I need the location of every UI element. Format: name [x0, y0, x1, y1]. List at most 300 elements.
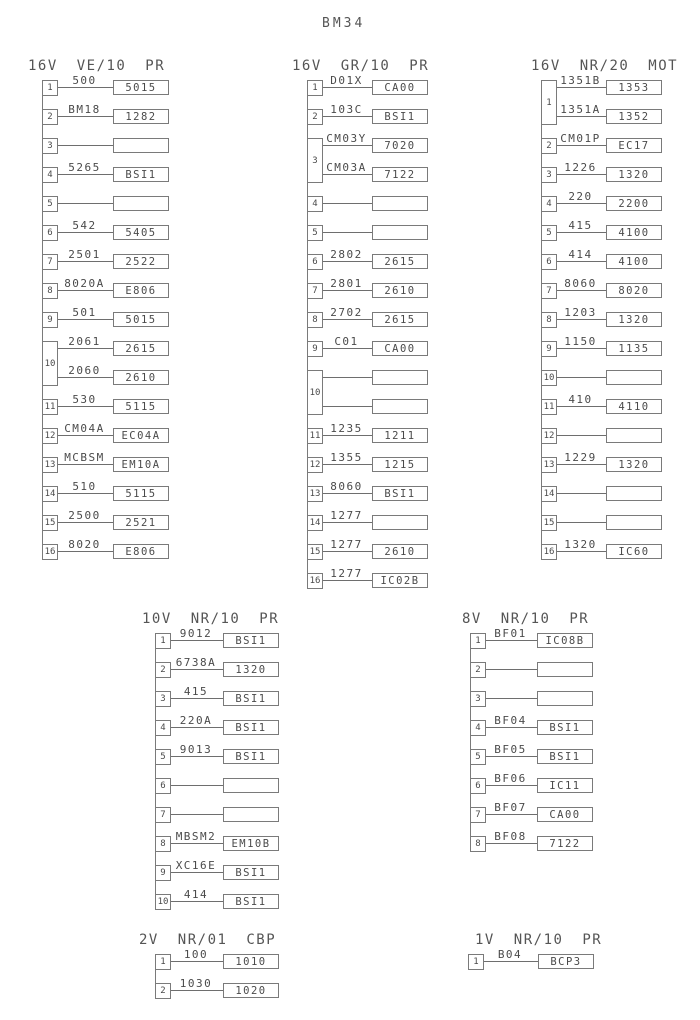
destination-box: 1135 [606, 341, 662, 356]
wire-label: 9012 [179, 627, 213, 640]
pin-number-box: 6 [541, 254, 557, 270]
pin-number-box: 6 [470, 778, 486, 794]
wire-label: 1277 [330, 509, 363, 522]
pin-number-box: 4 [541, 196, 557, 212]
wire-label: 1320 [564, 538, 597, 551]
destination-box [372, 196, 428, 211]
wire-label: 414 [568, 248, 593, 261]
wire-label: 220A [179, 714, 213, 727]
pin-number-box: 13 [42, 457, 58, 473]
destination-box: BSI1 [223, 633, 279, 648]
connector-header: 16V GR/10 PR [292, 58, 430, 74]
wire-label: BF07 [494, 801, 527, 814]
pin-number-box: 3 [307, 138, 323, 183]
destination-box: 2610 [113, 370, 169, 385]
destination-box: 7122 [537, 836, 593, 851]
destination-box: 1215 [372, 457, 428, 472]
wire-line [58, 493, 113, 494]
pin-number-box: 8 [155, 836, 171, 852]
wire-line [171, 990, 223, 991]
destination-box [606, 515, 662, 530]
wire-line [323, 203, 372, 204]
pin-number-box: 9 [307, 341, 323, 357]
destination-box: 2610 [372, 544, 428, 559]
wire-label: 1351A [560, 103, 601, 116]
destination-box: 4110 [606, 399, 662, 414]
wire-line [58, 232, 113, 233]
pin-number-box: 1 [42, 80, 58, 96]
connector-header: 2V NR/01 CBP [139, 932, 277, 948]
pin-number-box: 4 [307, 196, 323, 212]
wire-line [486, 698, 537, 699]
wire-line [557, 261, 606, 262]
wire-line [323, 493, 372, 494]
wire-line [486, 640, 537, 641]
destination-box: 1320 [223, 662, 279, 677]
wire-line [171, 961, 223, 962]
wire-line [557, 232, 606, 233]
wire-line [486, 756, 537, 757]
destination-box: BSI1 [223, 749, 279, 764]
destination-box: CA00 [372, 80, 428, 95]
pin-row [42, 335, 169, 399]
destination-box: IC08B [537, 633, 593, 648]
pin-number-box: 3 [42, 138, 58, 154]
wire-line [323, 145, 372, 146]
wire-label: 5265 [68, 161, 101, 174]
wire-line [58, 203, 113, 204]
destination-box: EC17 [606, 138, 662, 153]
destination-box [372, 515, 428, 530]
wire-label: BF04 [494, 714, 527, 727]
pin-number-box: 5 [541, 225, 557, 241]
wire-line [323, 232, 372, 233]
pin-number-box: 1 [155, 633, 171, 649]
wire-line [58, 406, 113, 407]
wire-line [323, 319, 372, 320]
destination-box [537, 691, 593, 706]
destination-box: 1320 [606, 312, 662, 327]
pin-number-box: 13 [307, 486, 323, 502]
wire-line [486, 727, 537, 728]
destination-box: 1282 [113, 109, 169, 124]
pin-number-box: 7 [155, 807, 171, 823]
pin-number-box: 2 [42, 109, 58, 125]
wire-line [323, 116, 372, 117]
wire-line [58, 435, 113, 436]
wire-label [321, 190, 372, 203]
destination-box: 1353 [606, 80, 662, 95]
pin-number-box: 9 [541, 341, 557, 357]
pin-number-box: 6 [155, 778, 171, 794]
destination-box: 1211 [372, 428, 428, 443]
wire-line [58, 522, 113, 523]
destination-box: BSI1 [372, 109, 428, 124]
destination-box: IC02B [372, 573, 428, 588]
pin-number-box: 7 [541, 283, 557, 299]
destination-box [113, 196, 169, 211]
destination-box: 8020 [606, 283, 662, 298]
pin-row [307, 370, 428, 428]
pin-column [42, 74, 169, 573]
wire-label: 2060 [68, 364, 101, 377]
wire-line [323, 406, 372, 407]
wire-label: 8020A [64, 277, 105, 290]
destination-box: 7020 [372, 138, 428, 153]
pin-number-box: 5 [155, 749, 171, 765]
wire-label: 220 [568, 190, 593, 203]
pin-number-box: 16 [42, 544, 58, 560]
wire-line [171, 843, 223, 844]
destination-box: 1320 [606, 457, 662, 472]
wire-label [555, 480, 606, 493]
pin-number-box: 1 [541, 80, 557, 125]
pin-number-box: 11 [541, 399, 557, 415]
destination-box [372, 370, 428, 385]
wire-label: MBSM2 [175, 830, 217, 843]
destination-box: 5115 [113, 486, 169, 501]
destination-box: CA00 [537, 807, 593, 822]
wire-line [58, 319, 113, 320]
destination-box: 1020 [223, 983, 279, 998]
pin-number-box: 2 [155, 662, 171, 678]
pin-column [468, 948, 594, 983]
pin-number-box: 14 [42, 486, 58, 502]
pin-number-box: 7 [307, 283, 323, 299]
wire-label: 2500 [68, 509, 101, 522]
wire-label: 530 [72, 393, 97, 406]
pin-number-box: 5 [42, 196, 58, 212]
wire-line [323, 290, 372, 291]
destination-box: 2615 [113, 341, 169, 356]
destination-box: IC60 [606, 544, 662, 559]
wire-label: BF06 [494, 772, 527, 785]
pin-number-box: 10 [541, 370, 557, 386]
pin-number-box: 1 [307, 80, 323, 96]
pin-row [42, 538, 169, 573]
pin-column [470, 627, 593, 865]
wire-label [56, 190, 113, 203]
destination-box: 1010 [223, 954, 279, 969]
wire-label: 415 [183, 685, 209, 698]
pin-number-box: 15 [42, 515, 58, 531]
wire-line [171, 901, 223, 902]
wire-label: 1351B [560, 74, 601, 87]
wire-line [323, 580, 372, 581]
wire-label: 1203 [564, 306, 597, 319]
wire-line [323, 551, 372, 552]
wire-label: 1355 [330, 451, 363, 464]
destination-box [537, 662, 593, 677]
wire-label: 6738A [175, 656, 217, 669]
destination-box: EM10A [113, 457, 169, 472]
destination-box [372, 399, 428, 414]
destination-box: 5405 [113, 225, 169, 240]
wire-line [58, 174, 113, 175]
wire-line [557, 87, 606, 88]
wire-label: XC16E [175, 859, 217, 872]
wire-label [56, 132, 113, 145]
wire-label: 410 [568, 393, 593, 406]
pin-number-box: 2 [155, 983, 171, 999]
destination-box: E806 [113, 544, 169, 559]
wire-label: 8060 [564, 277, 597, 290]
wire-line [323, 435, 372, 436]
wire-line [557, 522, 606, 523]
wire-label: MCBSM [64, 451, 105, 464]
connector-header: 16V VE/10 PR [28, 58, 166, 74]
destination-box: BSI1 [113, 167, 169, 182]
pin-number-box: 4 [42, 167, 58, 183]
pin-number-box: 14 [307, 515, 323, 531]
wire-line [171, 756, 223, 757]
pin-number-box: 16 [541, 544, 557, 560]
wire-line [557, 406, 606, 407]
wire-label: CM03A [326, 161, 367, 174]
wire-label [321, 393, 372, 406]
wire-label [555, 422, 606, 435]
destination-box: 5015 [113, 80, 169, 95]
destination-box: BSI1 [537, 749, 593, 764]
connector-2v-nr-01-cbp [139, 932, 279, 1012]
wire-label: BF01 [494, 627, 527, 640]
wire-line [171, 785, 223, 786]
wire-label [555, 509, 606, 522]
pin-number-box: 2 [470, 662, 486, 678]
destination-box: BSI1 [372, 486, 428, 501]
pin-number-box: 1 [468, 954, 484, 970]
wire-label: 1150 [564, 335, 597, 348]
wire-line [323, 87, 372, 88]
wire-label [321, 219, 372, 232]
wire-line [171, 640, 223, 641]
connector-header: 1V NR/10 PR [475, 932, 603, 948]
wire-label: 501 [72, 306, 97, 319]
pin-number-box: 15 [541, 515, 557, 531]
wire-label: 1226 [564, 161, 597, 174]
connector-16v-nr-20-mot [531, 58, 679, 573]
pin-number-box: 4 [470, 720, 486, 736]
connector-header: 8V NR/10 PR [462, 611, 590, 627]
wire-label: 103C [330, 103, 363, 116]
pin-column [155, 948, 279, 1012]
destination-box: BSI1 [223, 720, 279, 735]
pin-number-box: 12 [541, 428, 557, 444]
pin-number-box: 2 [307, 109, 323, 125]
page-title: BM34 [322, 16, 366, 31]
wire-label [484, 685, 537, 698]
pin-number-box: 6 [307, 254, 323, 270]
wire-label: 1229 [564, 451, 597, 464]
wire-line [557, 435, 606, 436]
pin-number-box: 15 [307, 544, 323, 560]
destination-box [372, 225, 428, 240]
wire-line [58, 377, 113, 378]
wire-label: 2801 [330, 277, 363, 290]
wire-label: CM03Y [326, 132, 367, 145]
wire-label: 2702 [330, 306, 363, 319]
wire-line [323, 522, 372, 523]
wire-line [58, 348, 113, 349]
destination-box: 5015 [113, 312, 169, 327]
wire-line [323, 348, 372, 349]
wire-line [557, 493, 606, 494]
wire-label: 8060 [330, 480, 363, 493]
destination-box [223, 778, 279, 793]
pin-row [307, 132, 428, 196]
pin-number-box: 11 [42, 399, 58, 415]
wire-line [557, 464, 606, 465]
destination-box: 4100 [606, 225, 662, 240]
wire-label: 1277 [330, 567, 363, 580]
wire-label: 2061 [68, 335, 101, 348]
pin-number-box: 7 [42, 254, 58, 270]
destination-box: BSI1 [223, 894, 279, 909]
pin-number-box: 16 [307, 573, 323, 589]
destination-box: 1320 [606, 167, 662, 182]
wire-line [557, 377, 606, 378]
wire-label: 1030 [179, 977, 213, 990]
wire-line [486, 669, 537, 670]
wire-label: 100 [183, 948, 209, 961]
wire-line [323, 261, 372, 262]
destination-box: 2521 [113, 515, 169, 530]
pin-number-box: 8 [307, 312, 323, 328]
wire-line [557, 348, 606, 349]
destination-box: BCP3 [538, 954, 594, 969]
destination-box: 7122 [372, 167, 428, 182]
pin-number-box: 13 [541, 457, 557, 473]
pin-row [468, 948, 594, 983]
wire-line [484, 961, 538, 962]
destination-box: 2615 [372, 312, 428, 327]
destination-box: 2200 [606, 196, 662, 211]
pin-row [541, 74, 662, 138]
wire-label: 510 [72, 480, 97, 493]
destination-box [113, 138, 169, 153]
destination-box [606, 428, 662, 443]
destination-box [606, 370, 662, 385]
connector-1v-nr-10-pr [468, 932, 602, 983]
pin-column [541, 74, 662, 573]
pin-number-box: 12 [42, 428, 58, 444]
destination-box: 4100 [606, 254, 662, 269]
wire-label: 2501 [68, 248, 101, 261]
wire-label: 414 [183, 888, 209, 901]
wire-label: B04 [497, 948, 523, 961]
pin-number-box: 8 [470, 836, 486, 852]
wire-line [557, 551, 606, 552]
destination-box: 5115 [113, 399, 169, 414]
pin-row [155, 888, 279, 923]
wire-line [486, 814, 537, 815]
wire-label [169, 801, 223, 814]
connector-16v-gr-10-pr [292, 58, 430, 602]
pin-number-box: 9 [42, 312, 58, 328]
wire-line [557, 145, 606, 146]
wire-label [169, 772, 223, 785]
pin-number-box: 11 [307, 428, 323, 444]
wire-line [58, 290, 113, 291]
wire-line [171, 669, 223, 670]
connector-10v-nr-10-pr [142, 611, 280, 923]
destination-box [606, 486, 662, 501]
pin-number-box: 5 [307, 225, 323, 241]
wire-label: BM18 [68, 103, 101, 116]
destination-box: EC04A [113, 428, 169, 443]
wire-label: BF05 [494, 743, 527, 756]
wire-label: 1235 [330, 422, 363, 435]
wire-label: C01 [334, 335, 359, 348]
pin-number-box: 12 [307, 457, 323, 473]
pin-number-box: 10 [307, 370, 323, 415]
wire-line [58, 116, 113, 117]
pin-number-box: 3 [541, 167, 557, 183]
pin-number-box: 5 [470, 749, 486, 765]
wire-label: 542 [72, 219, 97, 232]
wire-line [323, 377, 372, 378]
connector-16v-ve-10-pr [28, 58, 169, 573]
destination-box: 2615 [372, 254, 428, 269]
wire-line [323, 174, 372, 175]
wire-line [323, 464, 372, 465]
wire-line [58, 145, 113, 146]
destination-box: EM10B [223, 836, 279, 851]
wire-line [557, 203, 606, 204]
wire-label [321, 364, 372, 377]
wire-line [486, 785, 537, 786]
wire-label [555, 364, 606, 377]
wire-line [171, 727, 223, 728]
pin-number-box: 3 [470, 691, 486, 707]
pin-number-box: 9 [155, 865, 171, 881]
wire-line [171, 698, 223, 699]
destination-box: 2522 [113, 254, 169, 269]
connector-8v-nr-10-pr [462, 611, 593, 865]
pin-number-box: 1 [155, 954, 171, 970]
destination-box [223, 807, 279, 822]
wire-line [486, 843, 537, 844]
pin-number-box: 1 [470, 633, 486, 649]
pin-number-box: 8 [42, 283, 58, 299]
wire-label: 9013 [179, 743, 213, 756]
wire-label: 500 [72, 74, 97, 87]
wire-label: 8020 [68, 538, 101, 551]
pin-number-box: 3 [155, 691, 171, 707]
wire-label: CM04A [64, 422, 105, 435]
pin-number-box: 10 [42, 341, 58, 386]
destination-box: 1352 [606, 109, 662, 124]
pin-number-box: 6 [42, 225, 58, 241]
pin-number-box: 8 [541, 312, 557, 328]
wire-label [484, 656, 537, 669]
wire-line [557, 319, 606, 320]
destination-box: IC11 [537, 778, 593, 793]
pin-number-box: 2 [541, 138, 557, 154]
destination-box: BSI1 [223, 865, 279, 880]
pin-column [307, 74, 428, 602]
wire-label: 1277 [330, 538, 363, 551]
pin-row [470, 830, 593, 865]
wire-line [557, 174, 606, 175]
wire-line [171, 872, 223, 873]
wire-line [58, 551, 113, 552]
destination-box: CA00 [372, 341, 428, 356]
destination-box: E806 [113, 283, 169, 298]
wire-line [557, 290, 606, 291]
pin-number-box: 4 [155, 720, 171, 736]
destination-box: BSI1 [223, 691, 279, 706]
